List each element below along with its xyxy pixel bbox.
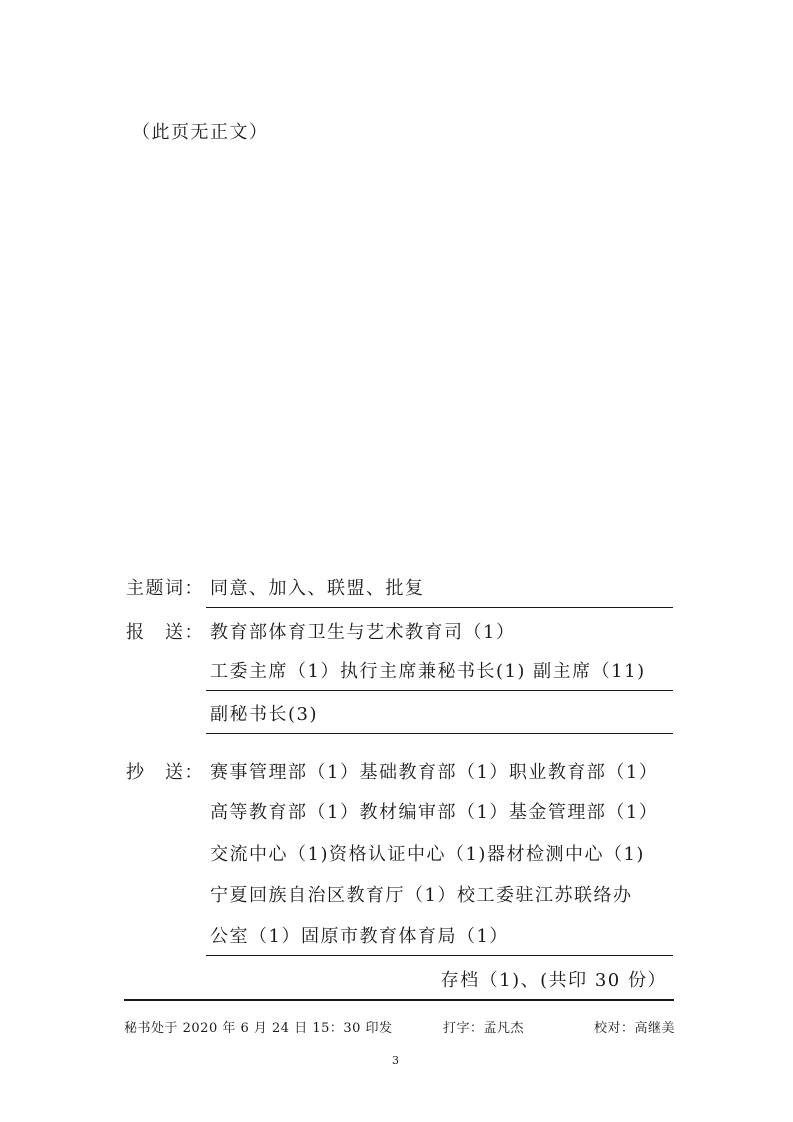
page-number: 3 bbox=[392, 1054, 399, 1067]
archive-note: 存档（1)、(共印 30 份） bbox=[440, 970, 667, 991]
subject-keywords: 同意、加入、联盟、批复 bbox=[210, 578, 425, 599]
copy-to-line: 公室（1）固原市教育体育局（1） bbox=[210, 926, 509, 947]
copy-to-line: 宁夏回族自治区教育厅（1）校工委驻江苏联络办 bbox=[210, 885, 633, 906]
rule-report-end bbox=[206, 733, 673, 734]
report-to-line: 教育部体育卫生与艺术教育司（1） bbox=[210, 622, 516, 643]
typist: 打字：孟凡杰 bbox=[443, 1021, 525, 1036]
issued-info: 秘书处于 2020 年 6 月 24 日 15：30 印发 bbox=[124, 1021, 393, 1036]
proofreader: 校对：高继美 bbox=[593, 1021, 675, 1036]
rule-archive bbox=[124, 999, 674, 1001]
copy-to-line: 高等教育部（1）教材编审部（1）基金管理部（1） bbox=[210, 802, 659, 823]
report-to-line: 副秘书长(3) bbox=[210, 704, 318, 725]
rule-subject bbox=[206, 607, 673, 608]
report-to-label: 报 送： bbox=[126, 622, 204, 643]
copy-to-line: 赛事管理部（1）基础教育部（1）职业教育部（1） bbox=[210, 762, 659, 783]
rule-report bbox=[206, 690, 673, 691]
subject-label: 主题词： bbox=[126, 578, 204, 599]
copy-to-line: 交流中心（1)资格认证中心（1)器材检测中心（1) bbox=[210, 844, 645, 865]
report-to-line: 工委主席（1）执行主席兼秘书长(1) 副主席（11) bbox=[210, 661, 646, 682]
no-body-note: （此页无正文） bbox=[132, 122, 269, 143]
rule-copy bbox=[206, 955, 673, 956]
copy-to-label: 抄 送： bbox=[126, 762, 204, 783]
